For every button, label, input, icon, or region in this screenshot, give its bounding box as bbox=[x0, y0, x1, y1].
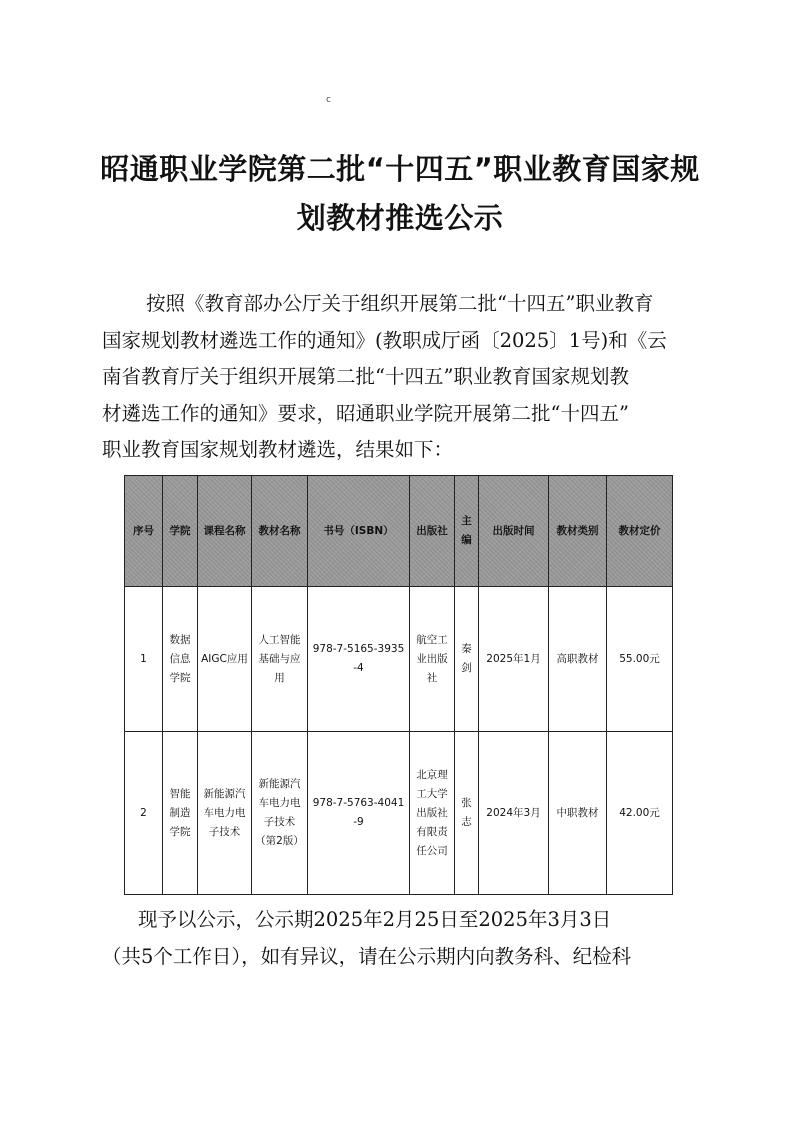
cell-textbook: 新能源汽车电力电子技术（第2版） bbox=[252, 732, 308, 895]
document-title-line-1: 昭通职业学院第二批“十四五”职业教育国家规 bbox=[100, 152, 700, 186]
cell-price: 55.00元 bbox=[607, 587, 673, 732]
cell-college: 智能制造学院 bbox=[163, 732, 198, 895]
header-cell-publisher: 出版社 bbox=[410, 476, 455, 587]
intro-line: 职业教育国家规划教材遴选，结果如下： bbox=[102, 438, 454, 461]
header-cell-college: 学院 bbox=[163, 476, 198, 587]
cell-course: 新能源汽车电力电子技术 bbox=[198, 732, 252, 895]
intro-line: 按照《教育部办公厅关于组织开展第二批“十四五”职业教育 bbox=[146, 292, 654, 315]
cell-category: 中职教材 bbox=[549, 732, 607, 895]
header-cell-category: 教材类别 bbox=[549, 476, 607, 587]
header-cell-index: 序号 bbox=[125, 476, 163, 587]
cell-publisher: 北京理工大学出版社有限责任公司 bbox=[410, 732, 455, 895]
header-cell-isbn: 书号（ISBN） bbox=[308, 476, 410, 587]
cell-price: 42.00元 bbox=[607, 732, 673, 895]
cell-textbook: 人工智能基础与应用 bbox=[252, 587, 308, 732]
cell-category: 高职教材 bbox=[549, 587, 607, 732]
table-header-row bbox=[125, 476, 673, 587]
table-row bbox=[125, 732, 673, 895]
header-cell-editor: 主编 bbox=[455, 476, 479, 587]
header-cell-pub-date: 出版时间 bbox=[479, 476, 549, 587]
cell-index: 2 bbox=[125, 732, 163, 895]
intro-paragraph bbox=[102, 286, 702, 469]
textbook-table bbox=[124, 475, 673, 895]
cell-index: 1 bbox=[125, 587, 163, 732]
cell-isbn: 978-7-5763-4041-9 bbox=[308, 732, 410, 895]
closing-paragraph bbox=[102, 902, 702, 975]
cell-pub-date: 2025年1月 bbox=[479, 587, 549, 732]
cell-course: AIGC应用 bbox=[198, 587, 252, 732]
cell-isbn: 978-7-5165-3935-4 bbox=[308, 587, 410, 732]
cell-editor: 张志 bbox=[455, 732, 479, 895]
intro-line: 国家规划教材遴选工作的通知》(教职成厅函〔2025〕1号)和《云 bbox=[102, 328, 667, 352]
table-row bbox=[125, 587, 673, 732]
scan-mark: c bbox=[326, 95, 331, 105]
cell-college: 数据信息学院 bbox=[163, 587, 198, 732]
intro-line: 南省教育厅关于组织开展第二批“十四五”职业教育国家规划教 bbox=[102, 365, 629, 388]
closing-line: （共5个工作日），如有异议，请在公示期内向教务科、纪检科 bbox=[102, 944, 632, 968]
header-cell-textbook: 教材名称 bbox=[252, 476, 308, 587]
cell-editor: 秦剑 bbox=[455, 587, 479, 732]
header-cell-price: 教材定价 bbox=[607, 476, 673, 587]
closing-line: 现予以公示，公示期2025年2月25日至2025年3月3日 bbox=[138, 908, 612, 931]
cell-publisher: 航空工业出版社 bbox=[410, 587, 455, 732]
intro-line: 材遴选工作的通知》要求，昭通职业学院开展第二批“十四五” bbox=[102, 401, 629, 425]
cell-pub-date: 2024年3月 bbox=[479, 732, 549, 895]
header-cell-course: 课程名称 bbox=[198, 476, 252, 587]
document-title-line-2: 划教材推选公示 bbox=[296, 201, 504, 235]
